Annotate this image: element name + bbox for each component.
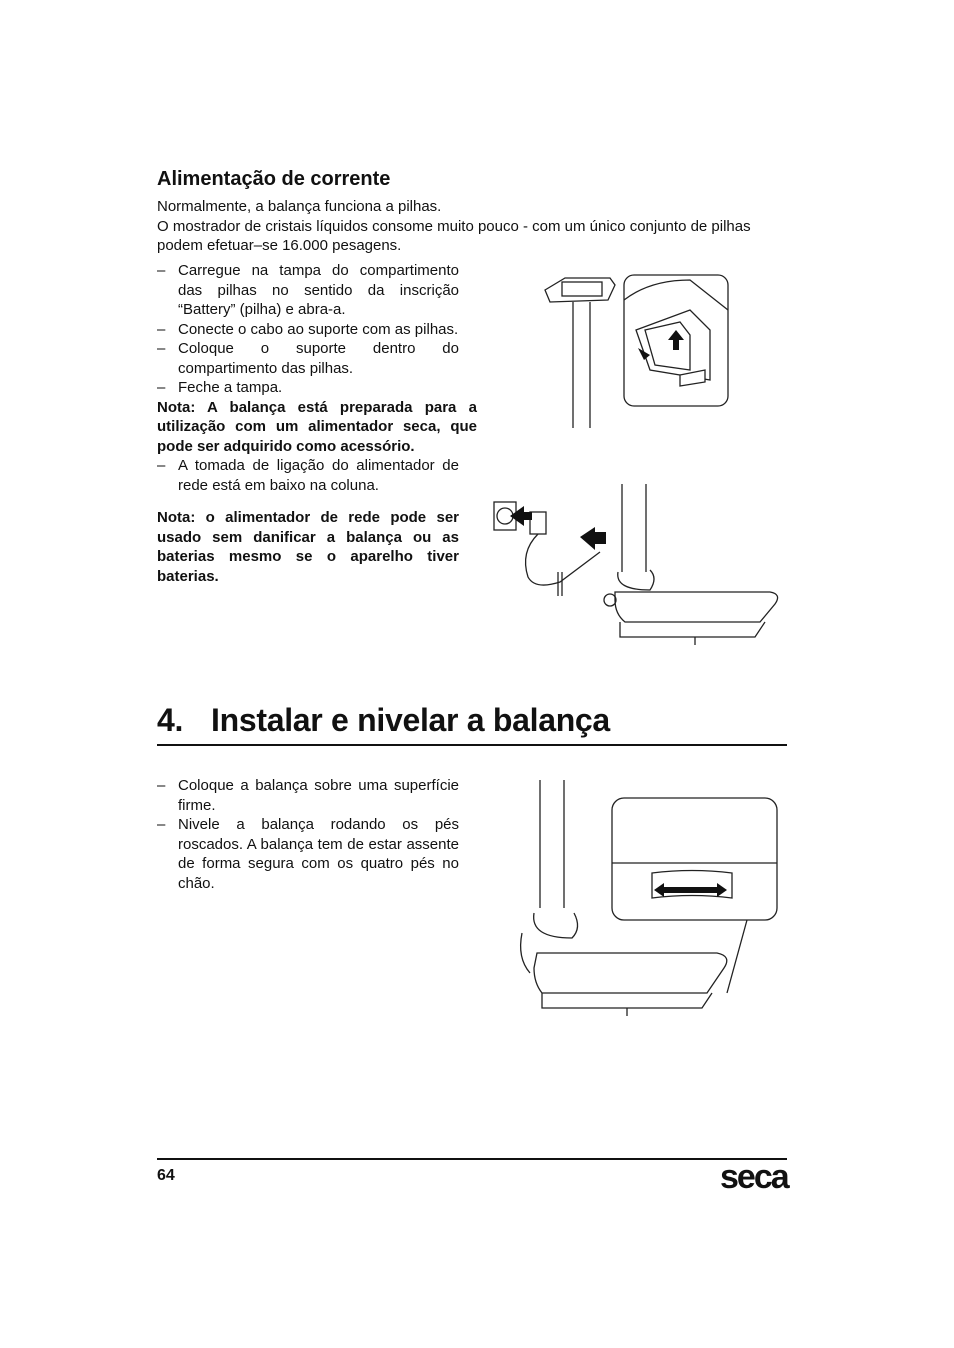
chapter-number: 4. [157, 702, 184, 738]
battery-compartment-illustration [540, 270, 735, 430]
intro-text [157, 197, 787, 256]
list-item: – Coloque a balança sobre uma superfície firme. [157, 776, 459, 815]
list-item: – Coloque o suporte dentro do compartimento das pilhas. [157, 339, 459, 378]
list-item: – Feche a tampa. [157, 378, 459, 398]
chapter-title: Instalar e nivelar a balança [211, 702, 610, 738]
leveling-feet-illustration [512, 778, 782, 1020]
intro-paragraph-2: O mostrador de cristais líquidos consome muito pouco - com um único conjunto de pilhas podem efetuar–se 16.000 pesagens. [157, 217, 751, 254]
intro-paragraph-1: Normalmente, a balança funciona a pilhas. [157, 198, 442, 215]
leveling-steps-column [157, 776, 459, 893]
leveling-steps-list [157, 776, 459, 893]
power-adapter-illustration [490, 482, 782, 652]
socket-steps-list [157, 456, 459, 495]
chapter-heading [157, 702, 610, 739]
list-item: – A tomada de ligação do alimentador de rede está em baixo na coluna. [157, 456, 459, 495]
list-item: – Carregue na tampa do compartimento das pilhas no sentido da inscrição “Battery” (pilha) e abra-a. [157, 261, 459, 320]
battery-steps-list [157, 261, 459, 398]
section-title-power-supply: Alimentação de corrente [157, 168, 391, 190]
note-adapter-safe: Nota: o alimentador de rede pode ser usado sem danificar a balança ou as baterias mesmo se o aparelho tiver baterias. [157, 509, 459, 585]
page-number: 64 [157, 1167, 175, 1184]
footer-rule [157, 1158, 787, 1160]
battery-steps-column [157, 261, 477, 586]
list-item: – Nivele a balança rodando os pés roscados. A balança tem de estar assente de forma segura com os quatro pés no chão. [157, 815, 459, 893]
heading-underline [157, 744, 787, 746]
list-item: – Conecte o cabo ao suporte com as pilhas. [157, 320, 459, 340]
note-adapter-accessory: Nota: A balança está preparada para a utilização com um alimentador seca, que pode ser adquirido como acessório. [157, 398, 477, 455]
seca-logo: seca [720, 1158, 788, 1196]
